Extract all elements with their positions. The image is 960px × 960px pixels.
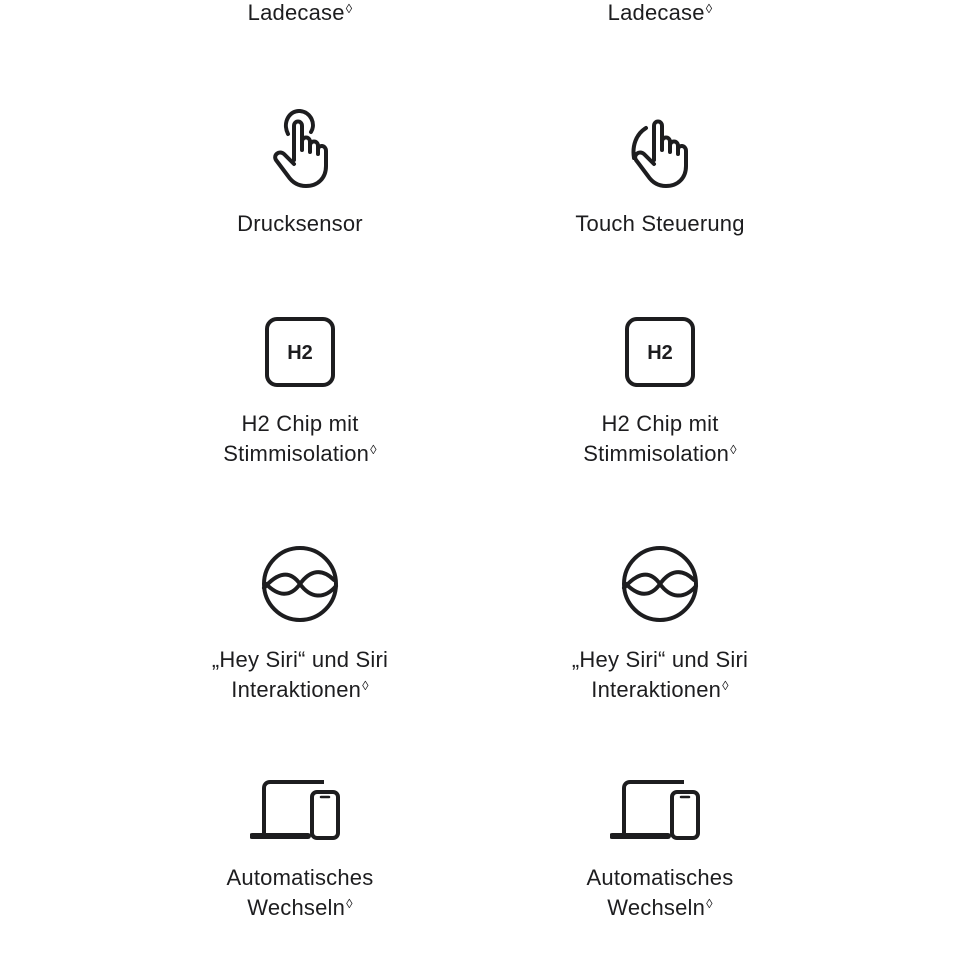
- product-column-left: [120, 0, 480, 960]
- siri-label: „Hey Siri“ und Siri Interaktionen◊: [571, 647, 749, 702]
- h2-chip-icon: [250, 302, 350, 402]
- laptop-phone-icon: [250, 762, 350, 862]
- footnote-mark: ◊: [730, 442, 737, 457]
- siri-label: „Hey Siri“ und Siri Interaktionen◊: [211, 647, 389, 702]
- press-finger-icon: [250, 100, 350, 200]
- footnote-mark: ◊: [346, 896, 353, 911]
- siri-icon: [250, 534, 350, 634]
- footnote-mark: ◊: [706, 896, 713, 911]
- ladecase-label: Ladecase◊: [607, 0, 713, 25]
- chip-text: H2: [287, 342, 313, 364]
- automatic-switching-label: Automatisches Wechseln◊: [226, 865, 374, 920]
- footnote-mark: ◊: [722, 678, 729, 693]
- footnote-mark: ◊: [705, 1, 713, 16]
- laptop-phone-icon: [610, 762, 710, 862]
- ladecase-label: Ladecase◊: [247, 0, 353, 25]
- siri-icon: [610, 534, 710, 634]
- h2-chip-label: H2 Chip mit Stimmisolation◊: [583, 411, 737, 466]
- footnote-mark: ◊: [370, 442, 377, 457]
- product-column-right: [480, 0, 840, 960]
- drucksensor-label: Drucksensor: [237, 211, 363, 236]
- h2-chip-icon: [610, 302, 710, 402]
- footnote-mark: ◊: [362, 678, 369, 693]
- chip-text: H2: [647, 342, 673, 364]
- footnote-mark: ◊: [345, 1, 353, 16]
- automatic-switching-label: Automatisches Wechseln◊: [586, 865, 734, 920]
- h2-chip-label: H2 Chip mit Stimmisolation◊: [223, 411, 377, 466]
- touch-finger-icon: [610, 100, 710, 200]
- touch-control-label: Touch Steuerung: [575, 211, 745, 236]
